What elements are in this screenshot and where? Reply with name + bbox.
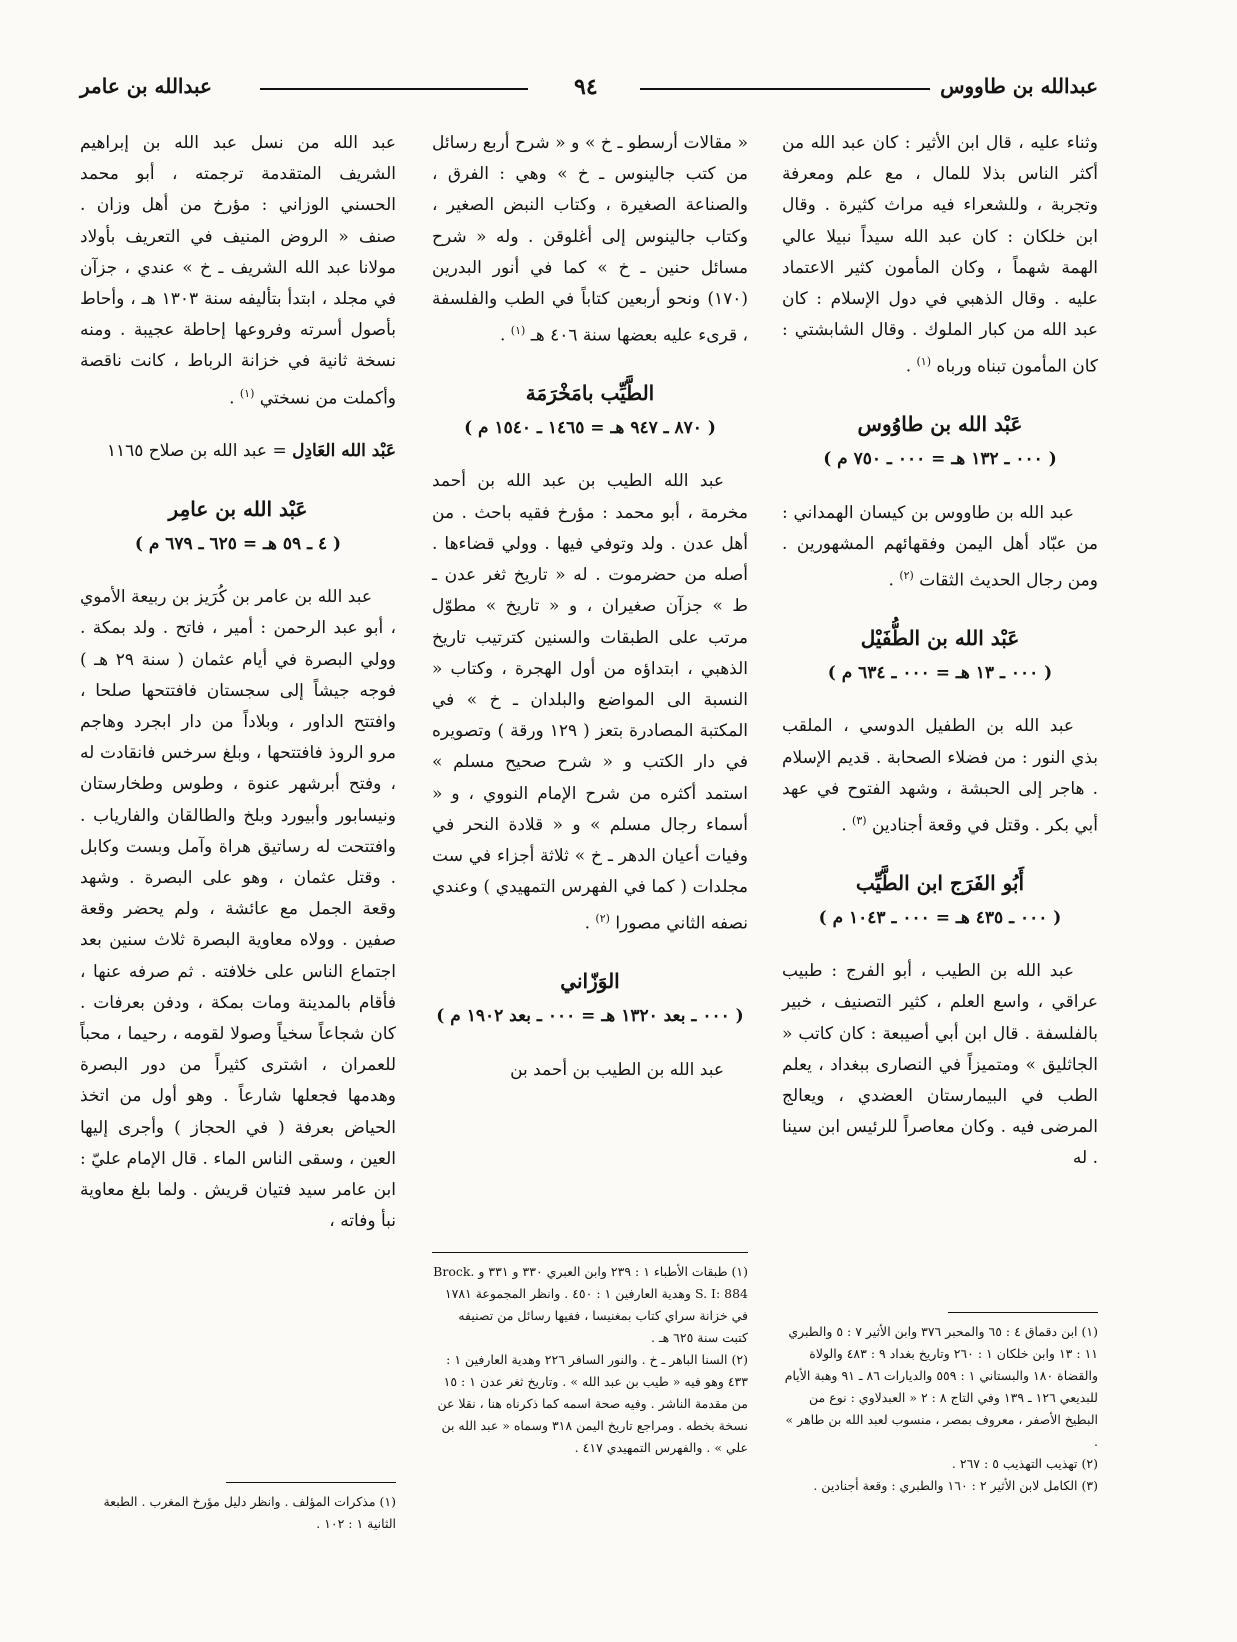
entry-heading: عَبْد الله بن طاوُوس	[857, 412, 1023, 437]
footnote: (١) مذكرات المؤلف . وانظر دليل مؤرخ المغرب . الطبعة الثانية ١ : ١٠٢ .	[103, 1494, 396, 1531]
footnotes-left	[80, 1482, 396, 1535]
entry-text: عبد الله بن الطفيل الدوسي ، الملقب بذي النور : من فضلاء الصحابة . قديم الإسلام . هاجر إلى الحبشة ، وشهد الفتوح في عهد أبي بكر . وقتل في وقعة أجنادين $^{(٣)}$ .	[782, 716, 1098, 836]
footnote: (١) ابن دقماق ٤ : ٦٥ والمحبر ٣٧٦ وابن الأثير ٧ : ٥ والطبري ١١ : ١٣ وابن خلكان ١ : ٢٦٠ وتاريخ بغداد ٩ : ٤٨٣ والولاة والقضاة ١٨٠ والبستاني ١ : ٥٥٩ والديارات ٨٦ ـ ٩١ وهبة الأيام للبديعي ١٢٦ ـ ١٣٩ وفي التاج ٨ : ٢ « العبدلاوي : نوع من البطيخ الأصفر ، معروف بمصر ، منسوب لعبد الله بن طاهر » .	[784, 1324, 1098, 1449]
entry-text: عبد الله بن عامر بن كُرَيز بن ربيعة الأموي ، أبو عبد الرحمن : أمير ، فاتح . ولد بمكة . وولي البصرة في أيام عثمان ( سنة ٢٩ هـ ) فوجه جيشاً إلى سجستان فافتتحها صلحا ، وافتتح الداور ، وبلاداً من دار ابجرد وهاجم مرو الروذ فافتتحها ، وبلغ سرخس فانقادت له ، وفتح أبرشهر عنوة ، وطوس وطخارستان ونيسابور وأبيورد وبلخ والطالقان والفارياب . وافتتحت له رساتيق هراة وآمل وبست وكابل . وقتل عثمان ، وهو على البصرة . وشهد وقعة الجمل مع عائشة ، ولم يحضر وقعة صفين . وولاه معاوية البصرة ثلاث سنين بعد اجتماع الناس على خلافته . ثم صرفه عنها ، فأقام بالمدينة ومات بمكة ، ودفن بعرفات . كان شجاعاً سخياً وصولا لقومه ، رحيما ، محباً للعمران ، اشترى كثيراً من دور البصرة وهدمها فجعلها شارعاً . وهو أول من اتخذ الحياض بعرفة ( في الحجاز ) وأجرى إليها العين ، وسقى الناس الماء . قال الإمام عليّ : ابن عامر سيد فتيان قريش . ولما بلغ معاوية نبأ وفاته ،	[80, 587, 396, 1232]
footnote-ref: (١)	[916, 355, 932, 369]
entry-heading: أَبُو الفَرَج ابن الطَّيِّب	[855, 870, 1025, 895]
header-rule-left	[260, 88, 528, 90]
xref-target: = عبد الله بن صلاح ١١٦٥	[106, 441, 293, 462]
footnote-rule	[948, 1312, 1098, 1313]
entry-dates: ( ٠٠٠ ـ ١٣ هـ = ٠٠٠ ـ ٦٣٤ م )	[827, 663, 1053, 684]
entry-dates: ( ٠٠٠ ـ بعد ١٣٢٠ هـ = ٠٠٠ ـ بعد ١٩٠٢ م )	[436, 1006, 744, 1027]
entry-heading: الوَزّاني	[560, 969, 620, 994]
footnote-rule	[432, 1252, 748, 1253]
footnote-ref: (١)	[239, 386, 255, 400]
entry-dates: ( ٨٧٠ ـ ٩٤٧ هـ = ١٤٦٥ ـ ١٥٤٠ م )	[464, 418, 716, 439]
footnote: (١) طبقات الأطباء ١ : ٢٣٩ وابن العبري ٣٣٠ و ٣٣١ و Brock. S. I: 884 وهدية العارفين ١ : ٤٥٠ . وانظر المجموعة ١٧٨١ في خزانة سراي كتاب بمغنيسا ، ففيها رسائل من تصنيفه كتبت سنة ٦٢٥ هـ .	[433, 1264, 748, 1345]
continued-text: عبد الله من نسل عبد الله بن إبراهيم الشريف المتقدمة ترجمته ، أبو محمد الحسني الوزاني : مؤرخ من أهل وزان . صنف « الروض المنيف في التعريف بأولاد مولانا عبد الله الشريف ـ خ » عندي ، جزآن في مجلد ، ابتدأ بتأليفه سنة ١٣٠٣ هـ ، وأحاط بأصول أسرته وفروعها إحاطة عجيبة . ومنه نسخة ثانية في خزانة الرباط ، كانت ناقصة وأكملت من نسختي $^{(١)}$ .	[80, 133, 396, 409]
entry-text: عبد الله الطيب بن عبد الله بن أحمد مخرمة ، أبو محمد : مؤرخ فقيه باحث . من أهل عدن . ولد وتوفي فيها . وولي قضاءها . أصله من حضرموت . له « تاريخ ثغر عدن ـ ط » جزآن صغيران ، و « تاريخ » مطوّل مرتب على الطبقات والسنين كترتيب تاريخ الذهبي ، ابتداؤه من أول الهجرة ، وكتاب « النسبة الى المواضع والبلدان ـ خ » في المكتبة المصادرة بتعز ( ١٢٩ ورقة ) وتصويره في دار الكتب و « شرح صحيح مسلم » استمد أكثره من شرح الإمام النووي ، و « أسماء رجال مسلم » و « قلادة النحر في وفيات أعيان الدهر ـ خ » ثلاثة أجزاء في ست مجلدات ( كما في الفهرس التمهيدي ) وعندي نصفه الثاني مصورا $^{(٢)}$ .	[432, 471, 748, 934]
running-head-left: عبدالله بن عامر	[80, 74, 212, 98]
footnote: (٢) تهذيب التهذيب ٥ : ٢٦٧ .	[951, 1456, 1098, 1471]
footnote-ref: (٢)	[595, 912, 610, 926]
continued-text: وثناء عليه ، قال ابن الأثير : كان عبد الله من أكثر الناس بذلا للمال ، مع علم ومعرفة وتجربة ، وللشعراء فيه مراث كثيرة . وقال ابن خلكان : كان عبد الله سيداً نبيلا عالي الهمة شهماً ، وكان المأمون كثير الاعتماد عليه . وقال الذهبي في دول الإسلام : كان عبد الله من كبار الملوك . وقال الشابشتي : كان المأمون تبناه ورباه $^{(١)}$ .	[782, 133, 1098, 378]
running-head-right: عبدالله بن طاووس	[940, 74, 1098, 98]
footnotes-middle	[432, 1252, 748, 1459]
column-right	[782, 128, 1098, 1508]
footnote-ref: (١)	[510, 324, 526, 338]
column-left	[80, 128, 396, 1508]
page-header	[80, 72, 1098, 112]
footnote-rule	[226, 1482, 396, 1483]
xref-name: عَبْد الله العَادِل	[292, 441, 396, 462]
footnote: (٢) السنا الباهر ـ خ . والنور السافر ٢٢٦ وهدية العارفين ١ : ٤٣٣ وهو فيه « طيب بن عبد الله » . وتاريخ ثغر عدن ١ : ١٥ من مقدمة الناشر . وفيه صحة اسمه كما ذكرناه هنا ، نقلا عن نسخة بخطه . ومراجع تاريخ اليمن ٣١٨ وسماه « عبد الله بن علي » . والفهرس التمهيدي ٤١٧ .	[437, 1352, 748, 1455]
cross-reference	[80, 436, 396, 467]
entry-heading: عَبْد الله بن عامِر	[168, 496, 308, 521]
entry-heading: الطَّيِّب بامَخْرَمَة	[525, 381, 655, 406]
header-rule-right	[640, 88, 930, 90]
continued-text: « مقالات أرسطو ـ خ » و « شرح أربع رسائل من كتب جالينوس ـ خ » وهي : الفرق ، والصناعة الصغيرة ، وكتاب النبض الصغير ، وكتاب جالينوس إلى أغلوقن . وله « شرح مسائل حنين ـ خ » كما في أنور البدرين (١٧٠) ونحو أربعين كتاباً في الطب والفلسفة ، قرىء عليه بعضها سنة ٤٠٦ هـ $^{(١)}$ .	[432, 133, 748, 346]
footnote: (٣) الكامل لابن الأثير ٢ : ١٦٠ والطبري : وقعة أجنادين .	[813, 1478, 1098, 1493]
footnote-ref: (٢)	[899, 569, 914, 583]
entry-text: عبد الله بن طاووس بن كيسان الهمداني : من عبّاد أهل اليمن وفقهائهم المشهورين . ومن رجال الحديث الثقات $^{(٢)}$ .	[782, 502, 1098, 591]
footnotes-right	[782, 1312, 1098, 1497]
entry-dates: ( ٠٠٠ ـ ١٣٢ هـ = ٠٠٠ ـ ٧٥٠ م )	[823, 449, 1057, 470]
entry-dates: ( ٠٠٠ ـ ٤٣٥ هـ = ٠٠٠ ـ ١٠٤٣ م )	[818, 908, 1062, 929]
entry-text: عبد الله بن الطيب بن أحمد بن	[510, 1059, 724, 1080]
entry-text: عبد الله بن الطيب ، أبو الفرج : طبيب عراقي ، واسع العلم ، كثير التصنيف ، خبير بالفلسفة . قال ابن أبي أصيبعة : كان كاتب « الجاثليق » ومتميزاً في النصارى ببغداد ، يعلم الطب في البيمارستان العضدي ، ويعالج المرضى فيه . وكان معاصراً للرئيس ابن سينا . له	[782, 961, 1098, 1169]
footnote-ref: (٣)	[852, 813, 867, 827]
entry-heading: عَبْد الله بن الطُّفَيْل	[860, 625, 1020, 650]
entry-dates: ( ٤ ـ ٥٩ هـ = ٦٢٥ ـ ٦٧٩ م )	[134, 533, 342, 554]
page-number: ٩٤	[574, 74, 598, 100]
